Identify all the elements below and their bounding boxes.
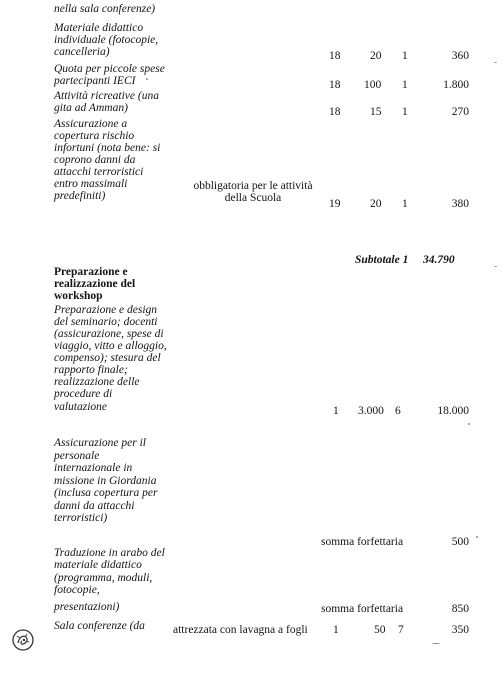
- section-heading: Preparazione e: [54, 266, 128, 278]
- item-description: Assicurazione a: [54, 118, 128, 130]
- section-heading: workshop: [54, 290, 103, 302]
- stamp-emblem-icon: [11, 628, 35, 652]
- item-description: Sala conferenze (da: [54, 620, 145, 632]
- total-cell: 850: [451, 603, 469, 615]
- item-description: missione in Giordania: [54, 475, 157, 487]
- item-description: (assicurazione, spese di: [54, 328, 164, 340]
- quantity-cell: 18: [329, 106, 341, 118]
- total-cell: 500: [451, 536, 469, 548]
- total-cell: 350: [451, 624, 469, 636]
- scan-speck: [494, 266, 497, 267]
- item-description: terroristici): [54, 512, 108, 524]
- quantity-cell: 18: [329, 50, 341, 62]
- item-description: realizzazione delle: [54, 376, 140, 388]
- total-cell: 18.000: [437, 405, 469, 417]
- total-cell: 360: [451, 50, 469, 62]
- item-description: procedure di: [54, 388, 113, 400]
- item-description: cancelleria): [54, 46, 110, 58]
- item-description: Quota per piccole spese: [54, 63, 165, 75]
- item-description: (programma, moduli,: [54, 572, 153, 584]
- unit-cost-cell: 3.000: [358, 405, 384, 417]
- unit-cost-cell: 15: [370, 106, 382, 118]
- section-heading: realizzazione del: [54, 278, 136, 290]
- item-description: materiale didattico: [54, 559, 142, 571]
- units-cell: 1: [402, 50, 408, 62]
- item-description: gita ad Amman): [54, 102, 128, 114]
- item-note: somma forfettaria: [321, 603, 404, 615]
- item-description: (inclusa copertura per: [54, 487, 158, 499]
- quantity-cell: 1: [333, 624, 339, 636]
- item-note: della Scuola: [224, 192, 282, 204]
- item-description: partecipanti IECI: [54, 75, 136, 87]
- item-description: entro massimali: [54, 178, 128, 190]
- item-description: Preparazione e design: [54, 304, 158, 316]
- item-description: Traduzione in arabo del: [54, 547, 165, 559]
- scan-speck: [494, 62, 497, 63]
- item-description: presentazioni): [54, 601, 120, 613]
- item-note: somma forfettaria: [321, 536, 404, 548]
- units-cell: 1: [402, 106, 408, 118]
- item-description: infortuni (nota bene: si: [54, 142, 161, 154]
- units-cell: 1: [402, 79, 408, 91]
- item-description: rapporto finale;: [54, 364, 128, 376]
- item-description: fotocopie,: [54, 584, 100, 596]
- item-description: predefiniti): [54, 190, 106, 202]
- item-description: viaggio, vitto e alloggio,: [54, 340, 167, 352]
- item-description: coprono danni da: [54, 154, 136, 166]
- subtotal-label: Subtotale 1: [355, 254, 409, 266]
- item-description: del seminario; docenti: [54, 316, 158, 328]
- unit-cost-cell: 20: [370, 50, 382, 62]
- quantity-cell: 18: [329, 79, 341, 91]
- total-cell: 1.800: [443, 79, 469, 91]
- item-description: Attività ricreative (una: [54, 90, 159, 102]
- item-description: personale: [54, 450, 100, 462]
- unit-cost-cell: 100: [364, 79, 382, 91]
- units-cell: 7: [398, 624, 404, 636]
- units-cell: 1: [402, 198, 408, 210]
- quantity-cell: 1: [333, 405, 339, 417]
- item-description: attacchi terroristici: [54, 166, 144, 178]
- total-cell: 270: [451, 106, 469, 118]
- item-description: Assicurazione per il: [54, 437, 146, 449]
- scan-speck: [432, 643, 440, 644]
- total-cell: 380: [451, 198, 469, 210]
- item-description: Materiale didattico: [54, 22, 144, 34]
- scan-speck: [146, 78, 148, 80]
- item-note: attrezzata con lavagna a fogli: [173, 624, 308, 636]
- item-note: obbligatoria per le attività: [193, 180, 313, 192]
- item-description: copertura rischio: [54, 130, 135, 142]
- item-description: danni da attacchi: [54, 500, 135, 512]
- item-description: individuale (fotocopie,: [54, 34, 159, 46]
- scan-speck: [476, 536, 478, 538]
- unit-cost-cell: 50: [374, 624, 386, 636]
- unit-cost-cell: 20: [370, 198, 382, 210]
- units-cell: 6: [395, 405, 401, 417]
- scan-speck: [468, 423, 470, 425]
- quantity-cell: 19: [329, 198, 341, 210]
- item-description: compenso); stesura del: [54, 352, 161, 364]
- subtotal-value: 34.790: [423, 254, 455, 266]
- item-description: internazionale in: [54, 462, 133, 474]
- item-description: valutazione: [54, 401, 108, 413]
- item-description: nella sala conferenze): [54, 3, 156, 15]
